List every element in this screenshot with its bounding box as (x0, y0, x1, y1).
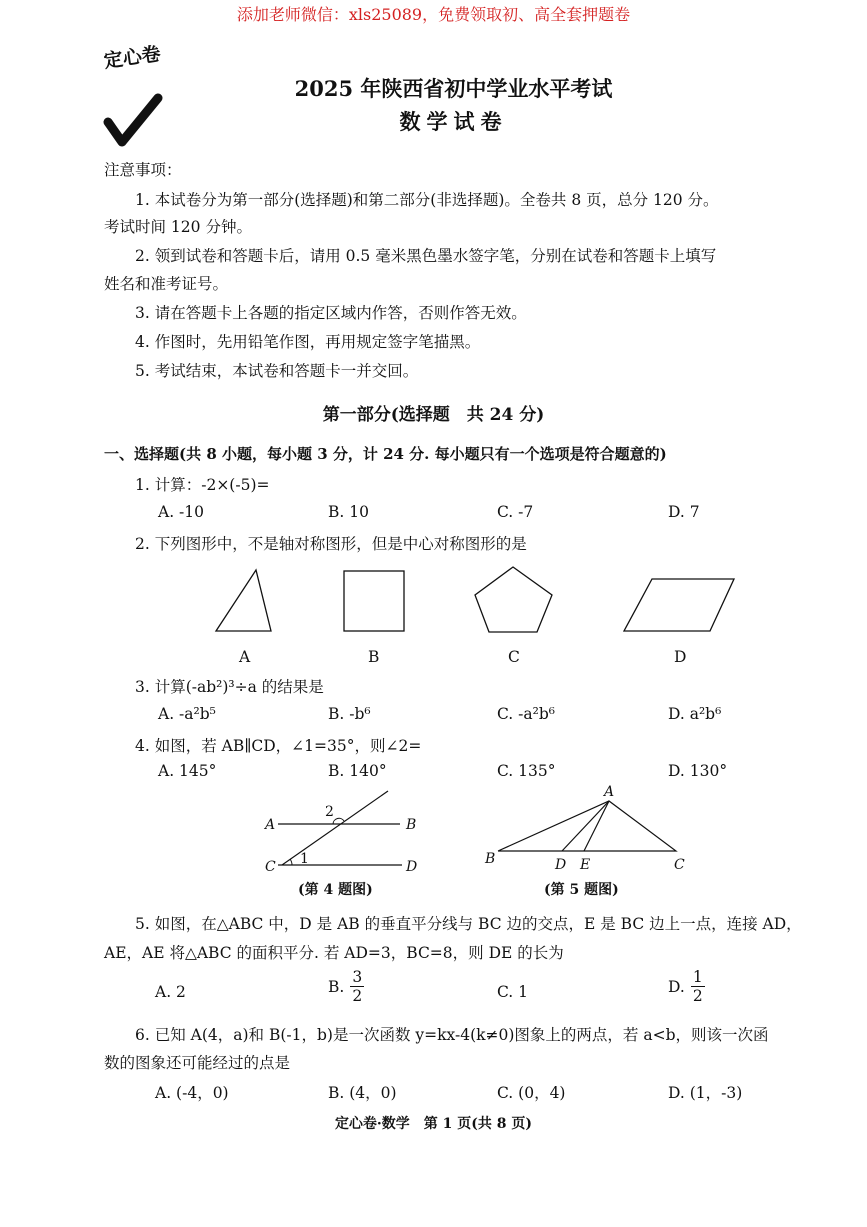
fraction-denominator: 2 (352, 987, 363, 1005)
fraction-numerator: 3 (352, 968, 363, 986)
triangle-shape (216, 570, 271, 631)
exam-title: 2025 年陕西省初中学业水平考试 (294, 76, 613, 101)
fig4-label-c: C (265, 859, 276, 875)
q5-option-a[interactable]: A. 2 (155, 983, 186, 1001)
q1-option-b[interactable]: B. 10 (328, 503, 369, 521)
question-5-stem: 5. 如图，在△ABC 中，D 是 AB 的垂直平分线与 BC 边的交点，E 是 BC 边上一点，连接 AD， (135, 915, 802, 933)
fig4-label-a: A (265, 817, 276, 833)
q2-option-b[interactable]: B (368, 648, 380, 666)
notice-item: 2. 领到试卷和答题卡后，请用 0.5 毫米黑色墨水签字笔，分别在试卷和答题卡上填写 (135, 247, 717, 265)
q4-option-c[interactable]: C. 135° (497, 762, 556, 780)
q1-option-d[interactable]: D. 7 (668, 503, 700, 521)
seal-text: 定心卷 (102, 42, 163, 73)
fig4-caption: (第 4 题图) (298, 882, 373, 898)
q6-option-d[interactable]: D. (1，-3) (668, 1084, 743, 1102)
q3-option-a[interactable]: A. -a²b⁵ (158, 705, 216, 723)
q1-option-c[interactable]: C. -7 (497, 503, 534, 521)
fig4-angle-1: 1 (300, 851, 309, 867)
q6-option-b[interactable]: B. (4，0) (328, 1084, 397, 1102)
section-intro: 一、选择题(共 8 小题，每小题 3 分，计 24 分. 每小题只有一个选项是符合题意的) (104, 445, 667, 463)
q3-option-d[interactable]: D. a²b⁶ (668, 705, 722, 723)
q1-option-a[interactable]: A. -10 (158, 503, 205, 521)
pentagon-shape (475, 567, 552, 632)
fig5-label-a: A (604, 784, 615, 800)
fig4-label-d: D (406, 859, 418, 875)
q2-option-a[interactable]: A (239, 648, 251, 666)
q4-option-a[interactable]: A. 145° (158, 762, 217, 780)
fig5-label-b: B (485, 851, 496, 867)
question-6-stem: 6. 已知 A(4，a)和 B(-1，b)是一次函数 y=kx-4(k≠0)图象上的两点，若 a<b，则该一次函 (135, 1026, 769, 1044)
q2-shapes (0, 565, 867, 685)
question-6-stem-cont: 数的图象还可能经过的点是 (104, 1054, 291, 1072)
q5-option-b[interactable] (328, 968, 364, 1005)
fraction-denominator: 2 (692, 987, 703, 1005)
q3-option-c[interactable]: C. -a²b⁶ (497, 705, 555, 723)
q6-option-c[interactable]: C. (0，4) (497, 1084, 566, 1102)
q5-option-d[interactable] (668, 968, 705, 1005)
q3-option-b[interactable]: B. -b⁶ (328, 705, 371, 723)
question-1-stem: 1. 计算：-2×(-5)= (135, 476, 270, 494)
q5-option-d-fraction (691, 968, 705, 1005)
notice-item: 5. 考试结束，本试卷和答题卡一并交回。 (135, 362, 419, 380)
promo-banner: 添加老师微信：xls25089，免费领取初、高全套押题卷 (236, 5, 631, 24)
q5-option-d-label: D. (668, 977, 685, 996)
question-3-stem: 3. 计算(-ab²)³÷a 的结果是 (135, 678, 324, 696)
notice-item: 1. 本试卷分为第一部分(选择题)和第二部分(非选择题)。全卷共 8 页，总分 120 分。 (135, 191, 719, 209)
q5-option-b-fraction (350, 968, 364, 1005)
q4-option-d[interactable]: D. 130° (668, 762, 728, 780)
page-footer: 定心卷·数学 第 1 页(共 8 页) (334, 1116, 533, 1132)
parallelogram-shape (624, 579, 734, 631)
notice-item: 3. 请在答题卡上各题的指定区域内作答，否则作答无效。 (135, 304, 527, 322)
notice-item: 姓名和准考证号。 (104, 275, 229, 293)
question-2-stem: 2. 下列图形中，不是轴对称图形，但是中心对称图形的是 (135, 535, 527, 553)
question-4-stem: 4. 如图，若 AB∥CD，∠1=35°，则∠2= (135, 737, 422, 755)
exam-subject: 数学试卷 (399, 109, 508, 134)
fig4-angle-2: 2 (325, 804, 334, 820)
q5-option-c[interactable]: C. 1 (497, 983, 529, 1001)
part1-title: 第一部分(选择题 共 24 分) (322, 405, 545, 425)
fig5-label-d: D (555, 857, 567, 873)
figure-5 (0, 785, 867, 895)
notice-item: 考试时间 120 分钟。 (104, 218, 252, 236)
q4-option-b[interactable]: B. 140° (328, 762, 387, 780)
q5-option-b-label: B. (328, 977, 345, 996)
question-5-stem-cont: AE，AE 将△ABC 的面积平分. 若 AD=3，BC=8，则 DE 的长为 (104, 944, 564, 962)
fig4-label-b: B (406, 817, 417, 833)
fig5-label-c: C (674, 857, 685, 873)
fig5-caption: (第 5 题图) (544, 882, 619, 898)
q6-option-a[interactable]: A. (-4，0) (155, 1084, 229, 1102)
q2-option-c[interactable]: C (508, 648, 520, 666)
fig5-label-e: E (580, 857, 591, 873)
q2-option-d[interactable]: D (674, 648, 687, 666)
square-shape (344, 571, 404, 631)
notice-heading: 注意事项： (104, 161, 182, 179)
notice-item: 4. 作图时，先用铅笔作图，再用规定签字笔描黑。 (135, 333, 481, 351)
fraction-numerator: 1 (692, 968, 703, 986)
